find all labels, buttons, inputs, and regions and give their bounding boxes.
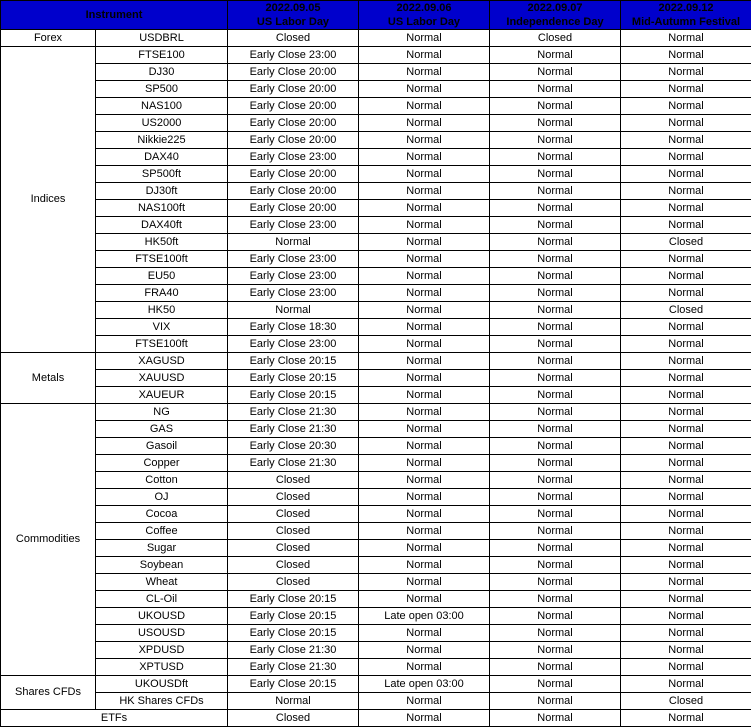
table-row: [1, 234, 751, 251]
table-row: [1, 64, 751, 81]
status-cell-day-4: Normal: [621, 30, 751, 47]
instrument-cell: FTSE100: [96, 47, 228, 64]
status-cell-day-2: Normal: [359, 285, 490, 302]
status-cell-day-1: Early Close 23:00: [228, 251, 359, 268]
table-row: [1, 455, 751, 472]
status-cell-day-1: Early Close 21:30: [228, 404, 359, 421]
status-cell-day-3: Normal: [490, 574, 621, 591]
instrument-cell: NAS100: [96, 98, 228, 115]
status-cell-day-4: Normal: [621, 438, 751, 455]
status-cell-day-2: Normal: [359, 217, 490, 234]
status-cell-day-1: Closed: [228, 574, 359, 591]
header-day-1-holiday: US Labor Day: [228, 15, 358, 29]
status-cell-day-4: Normal: [621, 574, 751, 591]
status-cell-day-4: Normal: [621, 557, 751, 574]
table-row: [1, 217, 751, 234]
status-cell-day-3: Normal: [490, 200, 621, 217]
status-cell-day-3: Normal: [490, 455, 621, 472]
instrument-cell: Sugar: [96, 540, 228, 557]
instrument-cell: SP500ft: [96, 166, 228, 183]
status-cell-day-4: Normal: [621, 523, 751, 540]
status-cell-day-1: Early Close 21:30: [228, 455, 359, 472]
status-cell-day-1: Early Close 20:15: [228, 353, 359, 370]
status-cell-day-2: Normal: [359, 421, 490, 438]
table-row: [1, 506, 751, 523]
instrument-cell: Soybean: [96, 557, 228, 574]
status-cell-day-3: Normal: [490, 353, 621, 370]
instrument-cell: UKOUSDft: [96, 676, 228, 693]
status-cell-day-4: Normal: [621, 183, 751, 200]
table-row: [1, 693, 751, 710]
status-cell-day-4: Normal: [621, 608, 751, 625]
instrument-cell: XAUUSD: [96, 370, 228, 387]
status-cell-day-3: Normal: [490, 472, 621, 489]
table-row: [1, 557, 751, 574]
table-body: [1, 30, 751, 727]
status-cell-day-2: Normal: [359, 64, 490, 81]
status-cell-day-2: Normal: [359, 268, 490, 285]
status-cell-day-3: Normal: [490, 557, 621, 574]
table-row: [1, 659, 751, 676]
status-cell-day-3: Normal: [490, 370, 621, 387]
status-cell-day-4: Normal: [621, 115, 751, 132]
status-cell-day-1: Early Close 23:00: [228, 285, 359, 302]
status-cell-day-3: Normal: [490, 268, 621, 285]
status-cell-day-2: Normal: [359, 489, 490, 506]
table-row: [1, 47, 751, 64]
table-row: [1, 336, 751, 353]
status-cell-day-1: Early Close 20:00: [228, 200, 359, 217]
status-cell-day-3: Normal: [490, 625, 621, 642]
instrument-cell: Cotton: [96, 472, 228, 489]
status-cell-day-2: Normal: [359, 149, 490, 166]
instrument-cell: Nikkie225: [96, 132, 228, 149]
table-header: [1, 1, 751, 30]
instrument-cell: USDBRL: [96, 30, 228, 47]
status-cell-day-1: Normal: [228, 234, 359, 251]
status-cell-day-2: Normal: [359, 591, 490, 608]
status-cell-day-4: Normal: [621, 642, 751, 659]
status-cell-day-2: Normal: [359, 625, 490, 642]
table-row: [1, 642, 751, 659]
status-cell-day-1: Early Close 20:15: [228, 608, 359, 625]
status-cell-day-2: Normal: [359, 642, 490, 659]
status-cell-day-4: Normal: [621, 81, 751, 98]
status-cell-day-2: Normal: [359, 251, 490, 268]
status-cell-day-3: Normal: [490, 149, 621, 166]
table-row: [1, 132, 751, 149]
status-cell-day-1: Closed: [228, 557, 359, 574]
status-cell-day-3: Normal: [490, 421, 621, 438]
status-cell-day-1: Early Close 23:00: [228, 217, 359, 234]
status-cell-day-4: Normal: [621, 421, 751, 438]
group-cell: ETFs: [1, 710, 228, 727]
table-row: [1, 489, 751, 506]
status-cell-day-1: Closed: [228, 540, 359, 557]
status-cell-day-4: Normal: [621, 472, 751, 489]
header-day-4: [621, 1, 751, 30]
status-cell-day-1: Closed: [228, 523, 359, 540]
group-cell: Metals: [1, 353, 96, 404]
status-cell-day-3: Normal: [490, 387, 621, 404]
table-row: [1, 30, 751, 47]
header-day-2-holiday: US Labor Day: [359, 15, 489, 29]
group-cell: Shares CFDs: [1, 676, 96, 710]
header-day-3-holiday: Independence Day: [490, 15, 620, 29]
table-row: [1, 319, 751, 336]
status-cell-day-3: Normal: [490, 319, 621, 336]
status-cell-day-4: Normal: [621, 64, 751, 81]
status-cell-day-2: Normal: [359, 506, 490, 523]
status-cell-day-2: Late open 03:00: [359, 676, 490, 693]
status-cell-day-1: Early Close 20:00: [228, 81, 359, 98]
instrument-cell: NG: [96, 404, 228, 421]
status-cell-day-1: Normal: [228, 693, 359, 710]
status-cell-day-3: Normal: [490, 608, 621, 625]
status-cell-day-2: Normal: [359, 455, 490, 472]
header-day-1: [228, 1, 359, 30]
instrument-cell: NAS100ft: [96, 200, 228, 217]
table-row: [1, 472, 751, 489]
table-row: [1, 625, 751, 642]
status-cell-day-4: Normal: [621, 319, 751, 336]
status-cell-day-2: Normal: [359, 370, 490, 387]
status-cell-day-2: Normal: [359, 81, 490, 98]
status-cell-day-2: Normal: [359, 98, 490, 115]
instrument-cell: USOUSD: [96, 625, 228, 642]
status-cell-day-1: Early Close 20:15: [228, 676, 359, 693]
status-cell-day-1: Early Close 23:00: [228, 268, 359, 285]
status-cell-day-2: Normal: [359, 540, 490, 557]
instrument-cell: FTSE100ft: [96, 336, 228, 353]
table-row: [1, 166, 751, 183]
table-row: [1, 353, 751, 370]
status-cell-day-2: Normal: [359, 523, 490, 540]
status-cell-day-3: Normal: [490, 710, 621, 727]
status-cell-day-1: Early Close 20:15: [228, 591, 359, 608]
group-cell: Forex: [1, 30, 96, 47]
status-cell-day-4: Normal: [621, 336, 751, 353]
status-cell-day-1: Early Close 20:00: [228, 115, 359, 132]
status-cell-day-1: Early Close 21:30: [228, 421, 359, 438]
instrument-cell: SP500: [96, 81, 228, 98]
table-row: [1, 370, 751, 387]
status-cell-day-3: Normal: [490, 676, 621, 693]
status-cell-day-1: Early Close 20:00: [228, 132, 359, 149]
status-cell-day-3: Normal: [490, 489, 621, 506]
status-cell-day-2: Normal: [359, 557, 490, 574]
instrument-cell: HK Shares CFDs: [96, 693, 228, 710]
table-row: [1, 183, 751, 200]
status-cell-day-1: Early Close 23:00: [228, 47, 359, 64]
status-cell-day-3: Normal: [490, 64, 621, 81]
status-cell-day-1: Early Close 20:15: [228, 387, 359, 404]
status-cell-day-4: Normal: [621, 200, 751, 217]
table-row: [1, 710, 751, 727]
status-cell-day-3: Normal: [490, 693, 621, 710]
status-cell-day-3: Normal: [490, 115, 621, 132]
header-day-3-date: 2022.09.07: [490, 1, 620, 15]
instrument-cell: Coffee: [96, 523, 228, 540]
status-cell-day-4: Normal: [621, 625, 751, 642]
group-cell: Indices: [1, 47, 96, 353]
status-cell-day-1: Early Close 18:30: [228, 319, 359, 336]
status-cell-day-2: Normal: [359, 183, 490, 200]
status-cell-day-1: Early Close 20:00: [228, 183, 359, 200]
status-cell-day-3: Normal: [490, 98, 621, 115]
table-row: [1, 200, 751, 217]
status-cell-day-4: Closed: [621, 234, 751, 251]
table-row: [1, 387, 751, 404]
instrument-cell: XAUEUR: [96, 387, 228, 404]
table-row: [1, 81, 751, 98]
instrument-cell: VIX: [96, 319, 228, 336]
status-cell-day-3: Normal: [490, 251, 621, 268]
status-cell-day-3: Normal: [490, 47, 621, 64]
status-cell-day-4: Normal: [621, 132, 751, 149]
status-cell-day-4: Normal: [621, 489, 751, 506]
status-cell-day-4: Normal: [621, 251, 751, 268]
status-cell-day-3: Normal: [490, 438, 621, 455]
header-day-2: [359, 1, 490, 30]
status-cell-day-2: Normal: [359, 710, 490, 727]
status-cell-day-4: Normal: [621, 98, 751, 115]
status-cell-day-1: Early Close 21:30: [228, 642, 359, 659]
status-cell-day-2: Normal: [359, 336, 490, 353]
header-day-1-date: 2022.09.05: [228, 1, 358, 15]
status-cell-day-1: Closed: [228, 472, 359, 489]
instrument-cell: FRA40: [96, 285, 228, 302]
table-row: [1, 438, 751, 455]
header-instrument-label: Instrument: [1, 8, 227, 22]
status-cell-day-2: Normal: [359, 319, 490, 336]
status-cell-day-4: Normal: [621, 387, 751, 404]
instrument-cell: XPDUSD: [96, 642, 228, 659]
instrument-cell: Copper: [96, 455, 228, 472]
instrument-cell: OJ: [96, 489, 228, 506]
instrument-cell: DJ30: [96, 64, 228, 81]
status-cell-day-1: Early Close 23:00: [228, 149, 359, 166]
instrument-cell: GAS: [96, 421, 228, 438]
instrument-cell: HK50ft: [96, 234, 228, 251]
header-day-2-date: 2022.09.06: [359, 1, 489, 15]
status-cell-day-4: Normal: [621, 659, 751, 676]
header-day-4-date: 2022.09.12: [621, 1, 751, 15]
table-row: [1, 591, 751, 608]
status-cell-day-1: Early Close 23:00: [228, 336, 359, 353]
status-cell-day-3: Normal: [490, 659, 621, 676]
status-cell-day-3: Normal: [490, 285, 621, 302]
table-row: [1, 115, 751, 132]
status-cell-day-4: Normal: [621, 268, 751, 285]
instrument-cell: UKOUSD: [96, 608, 228, 625]
instrument-cell: Cocoa: [96, 506, 228, 523]
status-cell-day-1: Early Close 21:30: [228, 659, 359, 676]
status-cell-day-2: Normal: [359, 30, 490, 47]
status-cell-day-2: Normal: [359, 132, 490, 149]
status-cell-day-3: Normal: [490, 336, 621, 353]
instrument-cell: DAX40: [96, 149, 228, 166]
status-cell-day-2: Normal: [359, 693, 490, 710]
status-cell-day-2: Normal: [359, 234, 490, 251]
status-cell-day-1: Early Close 20:00: [228, 98, 359, 115]
status-cell-day-1: Early Close 20:15: [228, 370, 359, 387]
status-cell-day-1: Early Close 20:30: [228, 438, 359, 455]
instrument-cell: DAX40ft: [96, 217, 228, 234]
group-cell: Commodities: [1, 404, 96, 676]
status-cell-day-2: Normal: [359, 353, 490, 370]
instrument-cell: CL-Oil: [96, 591, 228, 608]
table-row: [1, 421, 751, 438]
status-cell-day-1: Early Close 20:00: [228, 166, 359, 183]
status-cell-day-2: Normal: [359, 200, 490, 217]
status-cell-day-4: Normal: [621, 591, 751, 608]
status-cell-day-2: Normal: [359, 166, 490, 183]
status-cell-day-1: Closed: [228, 506, 359, 523]
status-cell-day-2: Normal: [359, 574, 490, 591]
table-row: [1, 574, 751, 591]
status-cell-day-3: Normal: [490, 540, 621, 557]
status-cell-day-4: Normal: [621, 710, 751, 727]
status-cell-day-1: Closed: [228, 710, 359, 727]
table-row: [1, 98, 751, 115]
table-row: [1, 302, 751, 319]
instrument-cell: DJ30ft: [96, 183, 228, 200]
status-cell-day-4: Normal: [621, 540, 751, 557]
table-row: [1, 523, 751, 540]
status-cell-day-2: Normal: [359, 387, 490, 404]
status-cell-day-4: Normal: [621, 285, 751, 302]
status-cell-day-3: Normal: [490, 217, 621, 234]
status-cell-day-3: Normal: [490, 523, 621, 540]
status-cell-day-4: Normal: [621, 404, 751, 421]
status-cell-day-4: Normal: [621, 455, 751, 472]
status-cell-day-3: Normal: [490, 591, 621, 608]
status-cell-day-3: Normal: [490, 234, 621, 251]
status-cell-day-4: Normal: [621, 217, 751, 234]
status-cell-day-4: Normal: [621, 353, 751, 370]
status-cell-day-2: Late open 03:00: [359, 608, 490, 625]
status-cell-day-2: Normal: [359, 47, 490, 64]
status-cell-day-2: Normal: [359, 472, 490, 489]
status-cell-day-2: Normal: [359, 659, 490, 676]
table-row: [1, 149, 751, 166]
status-cell-day-3: Normal: [490, 132, 621, 149]
table-row: [1, 676, 751, 693]
status-cell-day-4: Normal: [621, 149, 751, 166]
status-cell-day-3: Normal: [490, 81, 621, 98]
status-cell-day-4: Closed: [621, 693, 751, 710]
status-cell-day-4: Normal: [621, 506, 751, 523]
status-cell-day-3: Normal: [490, 506, 621, 523]
status-cell-day-3: Normal: [490, 166, 621, 183]
status-cell-day-4: Normal: [621, 676, 751, 693]
status-cell-day-3: Normal: [490, 302, 621, 319]
table-row: [1, 251, 751, 268]
instrument-cell: XAGUSD: [96, 353, 228, 370]
header-row: [1, 1, 751, 30]
header-instrument: [1, 1, 228, 30]
status-cell-day-2: Normal: [359, 404, 490, 421]
status-cell-day-4: Normal: [621, 166, 751, 183]
instrument-cell: Wheat: [96, 574, 228, 591]
status-cell-day-4: Normal: [621, 47, 751, 64]
table-row: [1, 608, 751, 625]
status-cell-day-4: Normal: [621, 370, 751, 387]
status-cell-day-1: Early Close 20:15: [228, 625, 359, 642]
table-row: [1, 404, 751, 421]
instrument-cell: Gasoil: [96, 438, 228, 455]
table-row: [1, 540, 751, 557]
status-cell-day-2: Normal: [359, 438, 490, 455]
instrument-cell: HK50: [96, 302, 228, 319]
status-cell-day-1: Closed: [228, 489, 359, 506]
instrument-cell: XPTUSD: [96, 659, 228, 676]
header-day-4-holiday: Mid-Autumn Festival: [621, 15, 751, 29]
status-cell-day-3: Normal: [490, 404, 621, 421]
table-row: [1, 285, 751, 302]
status-cell-day-3: Closed: [490, 30, 621, 47]
instrument-cell: EU50: [96, 268, 228, 285]
instrument-cell: FTSE100ft: [96, 251, 228, 268]
instrument-cell: US2000: [96, 115, 228, 132]
status-cell-day-3: Normal: [490, 642, 621, 659]
status-cell-day-1: Normal: [228, 302, 359, 319]
table-row: [1, 268, 751, 285]
header-day-3: [490, 1, 621, 30]
status-cell-day-1: Early Close 20:00: [228, 64, 359, 81]
status-cell-day-2: Normal: [359, 115, 490, 132]
status-cell-day-3: Normal: [490, 183, 621, 200]
status-cell-day-4: Closed: [621, 302, 751, 319]
status-cell-day-1: Closed: [228, 30, 359, 47]
status-cell-day-2: Normal: [359, 302, 490, 319]
